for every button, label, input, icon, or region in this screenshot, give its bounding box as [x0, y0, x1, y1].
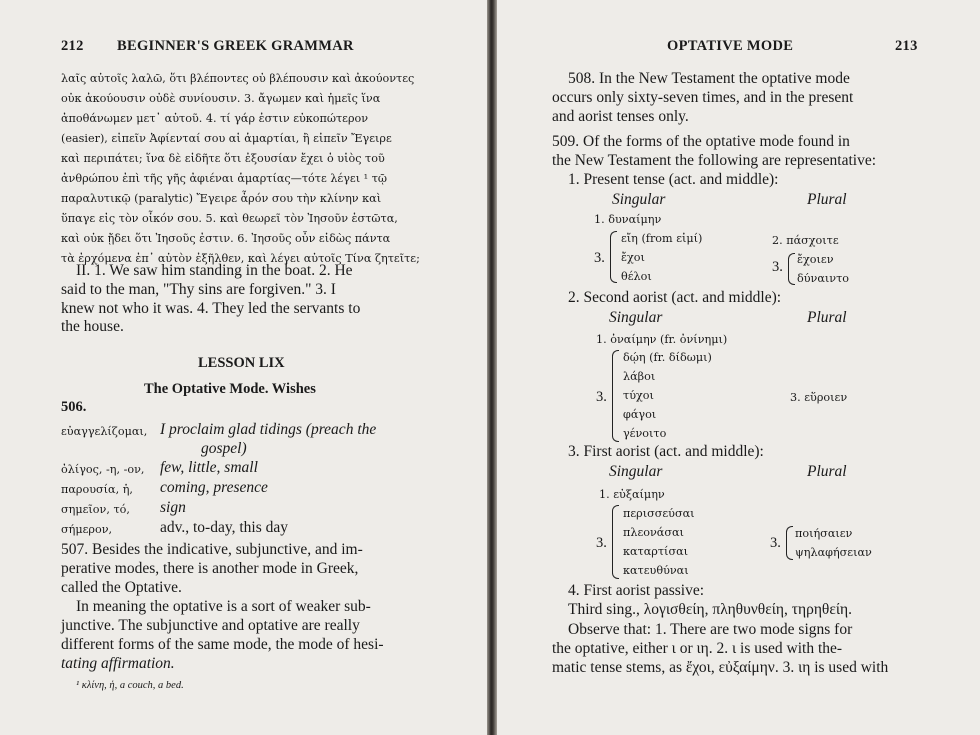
vocab-gloss: few, little, small	[160, 459, 258, 476]
page-number-left: 212	[61, 38, 84, 54]
text-line: the New Testament the following are representative:	[552, 152, 877, 169]
book-gutter	[487, 0, 497, 735]
form-singular-3: ἔχοι	[621, 251, 645, 264]
section-number: 506.	[61, 399, 87, 415]
vocab-gloss: gospel)	[201, 440, 247, 457]
lesson-title: LESSON LIX	[198, 355, 285, 371]
form-singular-3: φάγοι	[623, 408, 657, 421]
text-line: perative modes, there is another mode in Greek,	[61, 560, 359, 577]
form-singular-3: θέλοι	[621, 270, 652, 283]
greek-line: καὶ οὐκ ᾔδει ὅτι Ἰησοῦς ἐστιν. 6. Ἰησοῦς οὖν εἰδὼς πάντα	[61, 232, 391, 245]
vocab-greek: σημεῖον, τό,	[61, 503, 130, 516]
form-singular-3: καταρτίσαι	[623, 545, 689, 558]
column-header-plural: Plural	[807, 191, 847, 208]
greek-line: ἀποθάνωμεν μετ᾽ αὐτοῦ. 4. τί γάρ ἐστιν εὐκοπώτερον	[61, 112, 369, 125]
form-label: 3.	[772, 259, 783, 275]
column-header-plural: Plural	[807, 309, 847, 326]
vocab-gloss: adv., to-day, this day	[160, 519, 288, 536]
first-aorist-passive-heading: 4. First aorist passive:	[568, 582, 705, 599]
greek-line: παραλυτικῷ (paralytic) Ἔγειρε ἆρόν σου τὴν κλίνην καὶ	[61, 192, 382, 205]
greek-line: (easier), εἰπεῖν Ἀφίενταί σου αἱ ἁμαρτίαι, ἢ εἰπεῖν Ἔγειρε	[61, 132, 392, 145]
text-line: junctive. The subjunctive and optative are really	[61, 617, 360, 634]
brace	[612, 350, 619, 442]
form-plural-3: δύναιντο	[797, 272, 850, 285]
vocab-greek: σήμερον,	[61, 523, 113, 536]
vocab-greek: παρουσία, ἡ,	[61, 483, 133, 496]
form-singular-3: λάβοι	[623, 370, 656, 383]
page-number-right: 213	[895, 38, 918, 54]
second-aorist-heading: 2. Second aorist (act. and middle):	[568, 289, 782, 306]
form-plural-3: ἔχοιεν	[797, 253, 834, 266]
form-singular-1: 1. δυναίμην	[594, 213, 662, 226]
footnote: ¹ κλίνη, ἡ, a couch, a bed.	[76, 680, 184, 691]
greek-line: ἀνθρώπου ἐπὶ τῆς γῆς ἀφιέναι ἁμαρτίας—τότε λέγει ¹ τῷ	[61, 172, 387, 185]
form-label: 3.	[596, 389, 607, 405]
text-line: 508. In the New Testament the optative mode	[568, 70, 850, 87]
form-label: 3.	[594, 250, 605, 266]
vocab-greek: εὐαγγελίζομαι,	[61, 425, 148, 438]
column-header-singular: Singular	[609, 309, 663, 326]
text-line: In meaning the optative is a sort of weaker sub-	[76, 598, 371, 615]
vocab-gloss: sign	[160, 499, 186, 516]
vocab-greek: ὀλίγος, -η, -ον,	[61, 463, 145, 476]
text-line: matic tense stems, as ἔχοι, εὐξαίμην. 3. ιη is used with	[552, 659, 889, 676]
greek-line: τὰ ἐρχόμενα ἐπ᾽ αὐτὸν ἐξῆλθεν, καὶ λέγει αὐτοῖς Τίνα ζητεῖτε;	[61, 252, 420, 265]
greek-line: ὕπαγε εἰς τὸν οἶκόν σου. 5. καὶ θεωρεῖ τὸν Ἰησοῦν ἑστῶτα,	[61, 212, 398, 225]
lesson-subtitle: The Optative Mode. Wishes	[144, 381, 316, 397]
first-aorist-heading: 3. First aorist (act. and middle):	[568, 443, 764, 460]
text-line: and aorist tenses only.	[552, 108, 689, 125]
text-line: 1. Present tense (act. and middle):	[568, 171, 779, 188]
greek-line: οὐκ ἀκούουσιν οὐδὲ συνίουσιν. 3. ἄγωμεν καὶ ἡμεῖς ἵνα	[61, 92, 381, 105]
english-line: knew not who it was. 4. They led the servants to	[61, 300, 361, 317]
form-plural-3: ψηλαφήσειαν	[795, 546, 872, 559]
form-singular-3: τύχοι	[623, 389, 654, 402]
form-label: 3.	[770, 535, 781, 551]
text-line: the optative, either ι or ιη. 2. ι is used with the-	[552, 640, 843, 657]
brace	[610, 231, 617, 283]
text-line: called the Optative.	[61, 579, 182, 596]
left-page	[0, 0, 487, 735]
brace	[788, 253, 795, 285]
text-line: 507. Besides the indicative, subjunctive, and im-	[61, 541, 363, 558]
english-line: the house.	[61, 318, 124, 335]
text-line: Observe that: 1. There are two mode signs for	[568, 621, 853, 638]
vocab-gloss: I proclaim glad tidings (preach the	[160, 421, 377, 438]
english-line: said to the man, "Thy sins are forgiven." 3. I	[61, 281, 336, 298]
greek-line: καὶ περιπάτει; ἵνα δὲ εἰδῆτε ὅτι ἐξουσίαν ἔχει ὁ υἱὸς τοῦ	[61, 152, 385, 165]
form-plural-3: 3. εὕροιεν	[790, 391, 848, 404]
running-head-right: OPTATIVE MODE	[667, 38, 794, 54]
form-singular-3: περισσεύσαι	[623, 507, 695, 520]
form-singular-3: γένοιτο	[623, 427, 667, 440]
text-line: occurs only sixty-seven times, and in the present	[552, 89, 854, 106]
column-header-singular: Singular	[609, 463, 663, 480]
form-label: 3.	[596, 535, 607, 551]
text-line: 509. Of the forms of the optative mode found in	[552, 133, 850, 150]
third-singular-line: Third sing., λογισθείη, πληθυνθείη, τηρηθείη.	[568, 601, 853, 618]
vocab-gloss: coming, presence	[160, 479, 268, 496]
text-line: different forms of the same mode, the mode of hesi-	[61, 636, 384, 653]
form-singular-3: δῴη (fr. δίδωμι)	[623, 351, 712, 364]
running-head-left: BEGINNER'S GREEK GRAMMAR	[117, 38, 354, 54]
brace	[786, 526, 793, 560]
column-header-plural: Plural	[807, 463, 847, 480]
english-line: II. 1. We saw him standing in the boat. 2. He	[76, 262, 353, 279]
text-line: tating affirmation.	[61, 655, 175, 672]
form-plural-2: 2. πάσχοιτε	[772, 234, 839, 247]
right-page	[497, 0, 980, 735]
form-singular-1: 1. εὐξαίμην	[599, 488, 665, 501]
form-singular-3: κατευθύναι	[623, 564, 689, 577]
brace	[612, 505, 619, 579]
greek-line: λαῖς αὐτοῖς λαλῶ, ὅτι βλέποντες οὐ βλέπουσιν καὶ ἀκούοντες	[61, 72, 415, 85]
form-singular-3: πλεονάσαι	[623, 526, 684, 539]
form-plural-3: ποιήσαιεν	[795, 527, 853, 540]
form-singular-1: 1. ὀναίμην (fr. ὀνίνημι)	[596, 333, 728, 346]
column-header-singular: Singular	[612, 191, 666, 208]
form-singular-3: εἴη (from εἰμί)	[621, 232, 703, 245]
